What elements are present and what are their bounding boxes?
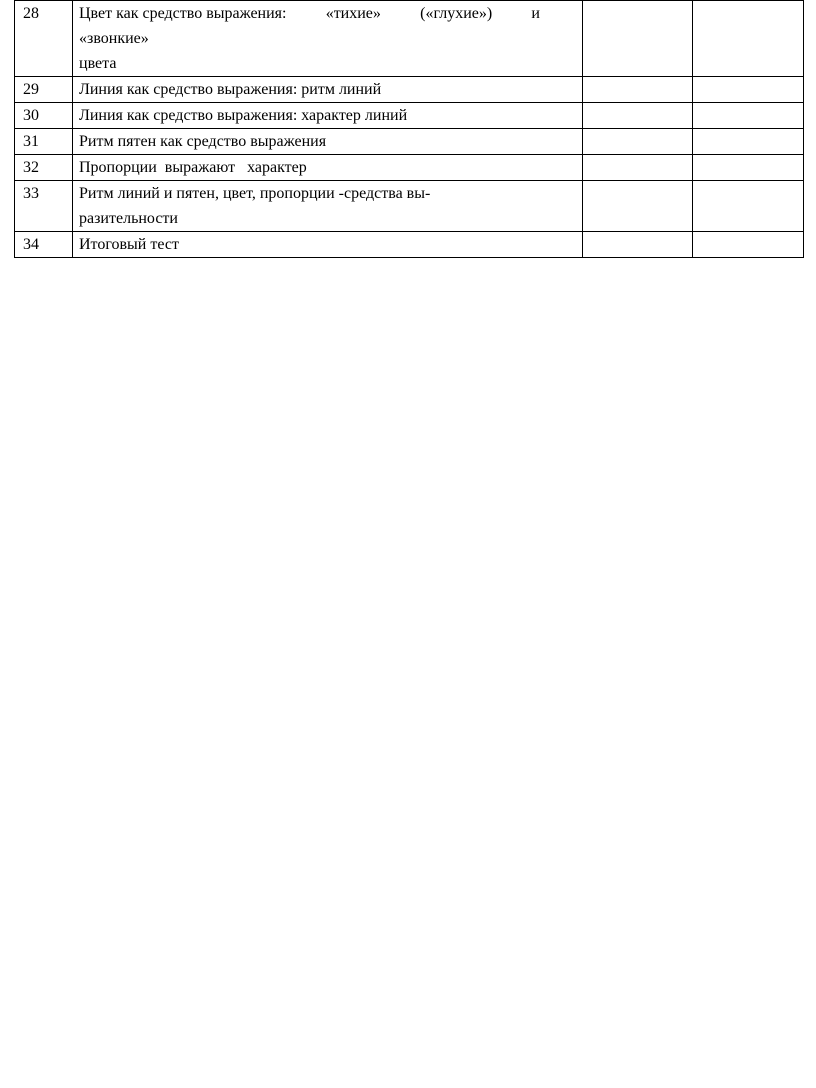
table-row [15, 129, 804, 155]
date-cell-planned [583, 77, 693, 103]
table-row [15, 155, 804, 181]
lesson-plan-table [14, 0, 804, 258]
topic-fragment: и [531, 5, 540, 22]
date-cell-actual [693, 103, 804, 129]
date-cell-actual [693, 155, 804, 181]
date-cell-planned [583, 1, 693, 77]
date-cell-actual [693, 77, 804, 103]
lesson-topic: Пропорции выражают характер [73, 155, 583, 181]
lesson-number: 30 [15, 103, 73, 129]
lesson-number: 28 [15, 1, 73, 77]
lesson-topic: Итоговый тест [73, 232, 583, 258]
topic-line: разительности [79, 210, 178, 227]
date-cell-actual [693, 181, 804, 232]
lesson-number: 31 [15, 129, 73, 155]
topic-line: цвета [79, 55, 117, 72]
topic-fragment: «тихие» [325, 5, 381, 22]
table-row [15, 181, 804, 232]
lesson-topic [73, 1, 583, 77]
table-row [15, 1, 804, 77]
table-row [15, 232, 804, 258]
topic-line: «звонкие» [79, 30, 149, 47]
topic-line: Ритм линий и пятен, цвет, пропорции -средства вы- [79, 185, 431, 202]
lesson-topic: Линия как средство выражения: характер линий [73, 103, 583, 129]
lesson-topic: Ритм пятен как средство выражения [73, 129, 583, 155]
topic-fragment: Цвет как средство выражения: [79, 5, 287, 22]
table-row [15, 77, 804, 103]
date-cell-planned [583, 181, 693, 232]
lesson-topic: Линия как средство выражения: ритм линий [73, 77, 583, 103]
lesson-number: 33 [15, 181, 73, 232]
date-cell-actual [693, 232, 804, 258]
topic-fragment: («глухие») [420, 5, 493, 22]
lesson-number: 34 [15, 232, 73, 258]
date-cell-actual [693, 129, 804, 155]
date-cell-planned [583, 232, 693, 258]
lesson-number: 32 [15, 155, 73, 181]
lesson-number: 29 [15, 77, 73, 103]
table-row [15, 103, 804, 129]
date-cell-planned [583, 129, 693, 155]
lesson-topic [73, 181, 583, 232]
date-cell-actual [693, 1, 804, 77]
date-cell-planned [583, 155, 693, 181]
date-cell-planned [583, 103, 693, 129]
topic-line [79, 1, 582, 26]
